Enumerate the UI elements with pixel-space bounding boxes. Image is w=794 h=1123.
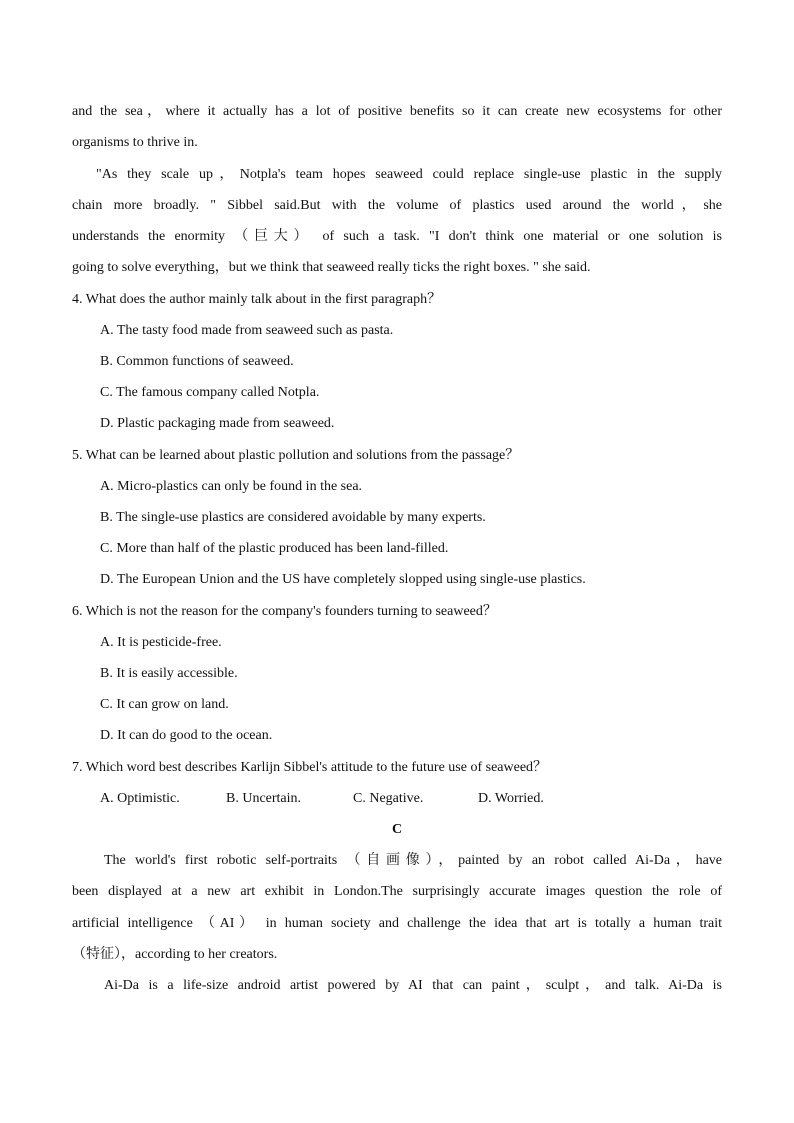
question-4-option-d: D. Plastic packaging made from seaweed. — [100, 416, 335, 431]
passage-line: understands the enormity （巨大） of such a task. "I don't think one material or one solution is — [72, 229, 722, 244]
passage-line: （特征），according to her creators. — [72, 947, 278, 962]
passage-line: The world's first robotic self-portraits （自画像），painted by an robot called Ai-Da，have — [104, 853, 722, 868]
question-5-stem: 5. What can be learned about plastic pollution and solutions from the passage？ — [72, 448, 520, 463]
question-6-option-d: D. It can do good to the ocean. — [100, 728, 273, 743]
question-5-option-d: D. The European Union and the US have completely slopped using single-use plastics. — [100, 572, 586, 587]
question-5-option-a: A. Micro-plastics can only be found in the sea. — [100, 479, 363, 494]
passage-line: and the sea，where it actually has a lot of positive benefits so it can create new ecosystems for other — [72, 104, 722, 119]
question-6-option-a: A. It is pesticide-free. — [100, 635, 222, 650]
question-4-option-c: C. The famous company called Notpla. — [100, 385, 320, 400]
question-7-options — [100, 789, 578, 809]
question-5-option-c: C. More than half of the plastic produced has been land-filled. — [100, 541, 449, 556]
passage-line: "As they scale up，Notpla's team hopes seaweed could replace single-use plastic in the supply — [96, 167, 722, 182]
question-6-option-b: B. It is easily accessible. — [100, 666, 238, 681]
question-7-option-b: B. Uncertain. — [226, 791, 302, 806]
question-7-option-d: D. Worried. — [478, 791, 544, 806]
passage-line: going to solve everything，but we think that seaweed really ticks the right boxes. " she said. — [72, 260, 591, 275]
section-c-heading: C — [391, 822, 403, 837]
question-6-option-c: C. It can grow on land. — [100, 697, 229, 712]
question-7-stem: 7. Which word best describes Karlijn Sibbel's attitude to the future use of seaweed？ — [72, 760, 548, 775]
question-4-stem: 4. What does the author mainly talk about in the first paragraph？ — [72, 292, 442, 307]
passage-line: Ai-Da is a life-size android artist powered by AI that can paint，sculpt，and talk. Ai-Da is — [104, 978, 722, 993]
passage-line: chain more broadly. " Sibbel said.But with the volume of plastics used around the world，she — [72, 198, 722, 213]
question-5-option-b: B. The single-use plastics are considered avoidable by many experts. — [100, 510, 486, 525]
passage-line: been displayed at a new art exhibit in London.The surprisingly accurate images question the role of — [72, 884, 722, 899]
question-6-stem: 6. Which is not the reason for the company's founders turning to seaweed？ — [72, 604, 497, 619]
passage-line: artificial intelligence （AI） in human society and challenge the idea that art is totally a human trait — [72, 916, 722, 931]
question-4-option-b: B. Common functions of seaweed. — [100, 354, 294, 369]
question-7-option-a: A. Optimistic. — [100, 791, 180, 806]
question-7-option-c: C. Negative. — [353, 791, 424, 806]
question-4-option-a: A. The tasty food made from seaweed such as pasta. — [100, 323, 394, 338]
passage-line: organisms to thrive in. — [72, 135, 198, 150]
